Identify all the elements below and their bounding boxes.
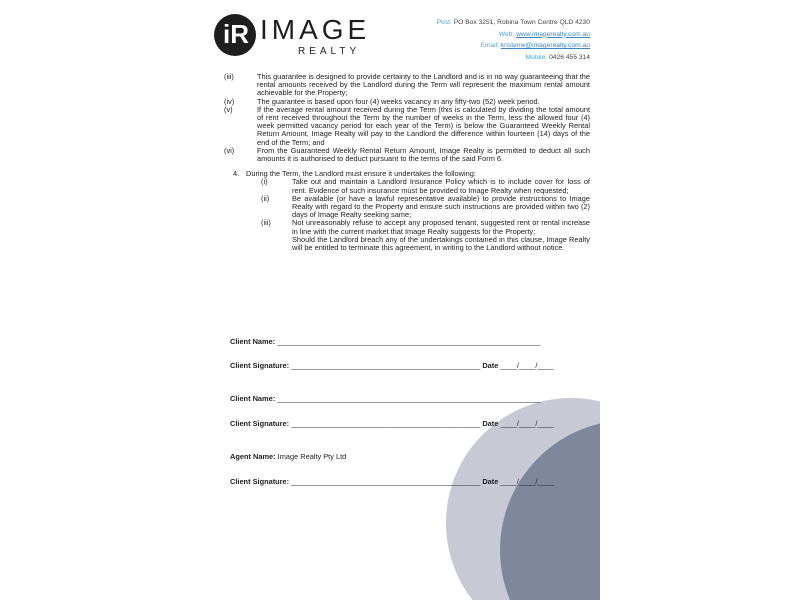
clause-item: (iv) The guarantee is based upon four (4) weeks vacancy in any fifty-two (52) week period. — [224, 96, 540, 106]
logo-mark — [214, 14, 256, 56]
logo-subtext: REALTY — [298, 46, 361, 57]
document-page — [200, 0, 600, 600]
agreement-body — [224, 73, 590, 252]
clause-item: (iii) This guarantee is designed to provide certainty to the Landlord and is in no way guaranteeing that the rental amounts received by the Landlord during the Term will represent the maximum rental amount achievable for the Property; — [224, 72, 590, 98]
website-link[interactable]: www.imagerealty.com.au — [516, 30, 590, 38]
email-link[interactable]: kristenw@imagerealty.com.au — [500, 42, 590, 49]
client-signature-field-3[interactable]: ______________________________________________ — [291, 477, 481, 486]
logo-letter: iR — [223, 19, 249, 49]
contact-email: Email: kristenw@imagerealty.com.au — [480, 42, 590, 49]
client-name-field-2[interactable]: ________________________________________________________________ — [277, 394, 541, 403]
date-field-2[interactable]: ____/____/____ — [500, 419, 554, 428]
client-signature-field-1[interactable]: ______________________________________________ — [291, 361, 481, 370]
contact-mobile: Mobile: 0426 455 314 — [525, 53, 590, 61]
clause-item: (vi) From the Guaranteed Weekly Rental Return Amount, Image Realty is permitted to deduct all such amounts it is authorised to deduct pursuant to the terms of the said Form 6. — [224, 145, 590, 164]
section-4-item: (i) Take out and maintain a Landlord Insurance Policy which is to include cover for loss of rent. Evidence of such insurance must be provided to Image Realty when requested; — [261, 177, 590, 195]
section-4-item: (ii) Be available (or have a lawful representative available) to provide instructions to Image Realty with regard to the Property and ensure such instructions are provided within two (2) days of Image Realty seeking same; — [261, 193, 590, 220]
client-name-row-1: Client Name: ________________________________________________________________ — [230, 337, 541, 346]
section-4-item: (iii) Not unreasonably refuse to accept any proposed tenant, suggested rent or rental increase in line with the current market that Image Realty suggests for the Property; — [261, 218, 590, 236]
date-field-1[interactable]: ____/____/____ — [500, 361, 554, 370]
agent-name-value: Image Realty Pty Ltd — [277, 452, 347, 461]
company-logo — [214, 12, 371, 60]
client-signature-row-3: Client Signature: ______________________________________________ Date ____/____/____ — [230, 477, 554, 486]
contact-block — [437, 17, 590, 63]
logo-wordmark: IMAGE — [260, 14, 371, 45]
client-signature-field-2[interactable]: ______________________________________________ — [291, 419, 481, 428]
client-name-row-2: Client Name: ________________________________________________________________ — [230, 394, 541, 403]
client-signature-row-1: Client Signature: ______________________________________________ Date ____/____/____ — [230, 361, 554, 370]
client-signature-row-2: Client Signature: ______________________________________________ Date ____/____/____ — [230, 419, 554, 428]
contact-post: Post: PO Box 3251, Robina Town Centre QLD 4230 — [436, 19, 590, 26]
agent-name-row: Agent Name: Image Realty Pty Ltd — [230, 452, 347, 461]
contact-web: Web: www.imagerealty.com.au — [498, 30, 590, 38]
clause-item: (v) If the average rental amount received during the Term (this is calculated by dividing the total amount of rent received throughout the Term by the number of weeks in the Term, less the allowed four (4) week permitted vacancy period for each year of the Term) is below the Guaranteed Weekly Rental Return Amount, Image Realty will pay to the Landlord the difference within fourteen (14) days of the end of the Term; and — [224, 104, 590, 147]
section-4-closing: Should the Landlord breach any of the undertakings contained in this clause, Image Realty will be entitled to terminate this agreement, in writing to the Landlord without notice. — [292, 234, 590, 253]
section-4-heading: 4. During the Term, the Landlord must ensure it undertakes the following: — [233, 169, 476, 179]
date-field-3[interactable]: ____/____/____ — [500, 477, 554, 486]
client-name-field-1[interactable]: ________________________________________________________________ — [277, 337, 541, 346]
